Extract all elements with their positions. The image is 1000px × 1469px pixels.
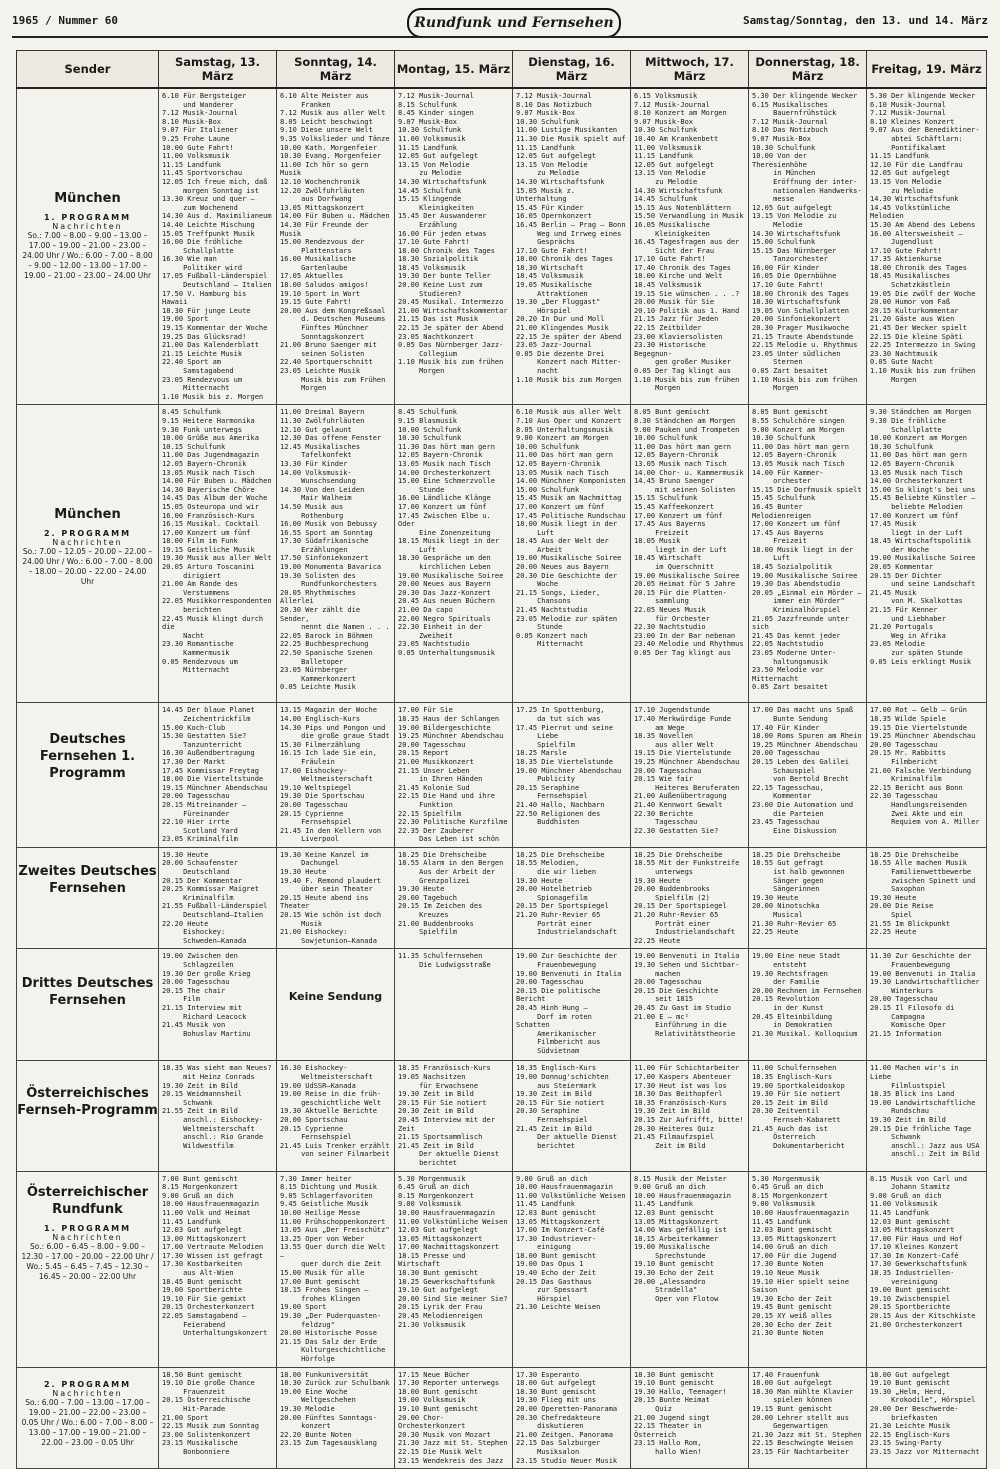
program-listing: 19.00 Eine neue Stadt entsteht 19.30 Rechtsfragen der Familie 20.00 Rechnen im Fernsehen 20.15 Revolution in der Kunst 20.45 Elteinbildung in Demokratien 21.30 Musikal. Kolloquium [752, 952, 862, 1038]
day-cell [631, 949, 749, 1061]
sender-name: München [54, 507, 121, 523]
column-header: Dienstag, 16. März [513, 51, 631, 89]
program-listing: 6.10 Alte Meister aus Franken 7.12 Musik aus aller Welt 8.05 Leicht beschwingt 9.10 Diese unsere Welt 9.35 Volkslieder und Tänze 10.00 Kath. Morgenfeier 10.30 Evang. Morgenfeier 11.00 Ich hör so gern Musik 12.10 Wochenchronik 12.20 Zwölfuhrläuten aus Dorfwang 13.05 Mittagskonzert 14.00 Für Buben u. Mädchen 14.30 Für Freunde der Musik 15.00 Rendezvous der Plattenstars 16.00 Musikalische Gartenlaube 17.05 Aktuelles 18.00 Saludos amigos! 19.10 Sport in Wort 19.15 Gute Fahrt! 20.00 Aus dem Kongreßsaal d. Deutschen Museums Fünftes Münchner Sonntagskonzert 21.00 Bruno Saenger mit seinen Solisten 22.40 Sportquerschnitt 23.05 Leichte Musik Musik bis zum Frühen Morgen [280, 92, 390, 393]
sender-cell [17, 1367, 159, 1469]
day-cell [395, 703, 513, 848]
program-listing: Keine Sendung [288, 990, 383, 1004]
program-listing: 11.35 Schulfernsehen Die Ludwigsstraße [398, 952, 491, 969]
program-listing: 19.00 Zur Geschichte der Frauenbewegung 19.00 Benvenuti in Italia 20.00 Tagesschau 20.15 Die politische Bericht 20.45 Hinh Hung – Dorf im roten Schatten Amerikanischer Filmbericht aus Südvietnam [516, 952, 622, 1055]
program-row [17, 949, 987, 1061]
column-header: Mittwoch, 17. März [631, 51, 749, 89]
program-listing: 16.30 Eishockey- Weltmeisterschaft 19.00 UdSSR–Kanada 19.00 Reise in die früh- geschichtliche Welt 19.30 Aktuelle Berichte 20.00 Sportschau 20.15 Cyprienne Fernsehspiel 21.45 Luis Trenker erzählt von seiner Filmarbeit [280, 1064, 390, 1159]
day-cell [277, 847, 395, 949]
day-cell [159, 405, 277, 703]
day-cell [159, 949, 277, 1061]
sender-name: München [54, 191, 121, 206]
program-listing: 18.25 Die Drehscheibe 18.55 Mit der Funkstreife unterwegs 19.30 Heute 20.00 Buddenbrooks Spielfilm (2) 20.15 Der Sportspiegel 21.20 Ruhr-Revier 65 Porträt einer Industrielandschaft 22.25 Heute [634, 850, 740, 945]
program-listing: 18.30 Bunt gemischt 19.10 Bunt gemischt 19.30 Hallo, Teenager! 20.15 Bunte Heimat Quiz 21.00 Jugend singt 22.15 Theater in Österreich 23.15 Hallo Rom, hallo Wien! [634, 1370, 727, 1456]
program-row [17, 1061, 987, 1171]
sender-cell [17, 88, 159, 405]
program-listing: 5.30 Der klingende Wecker 6.10 Musik-Journal 7.12 Musik-Journal 8.10 Kleines Konzert 9.07 Aus der Benediktiner- abtei Schäftlarn: Pontifikalamt 11.15 Landfunk 12.10 Für die Landfrau 12.05 Gut aufgelegt 13.15 Von Melodie zu Melodie 14.30 Wirtschaftsfunk 14.45 Volkstümliche Melodien 15.30 Am Abend des Lebens 16.00 Altersweisheit – Jugendlust 17.10 Gute Fahrt! 17.35 Aktienkurse 18.00 Chronik des Tages 18.45 Musikalisches Schatzkästlein 19.05 Die zwölf der Woche 20.00 Humor vom Faß 20.15 Kulturkommentar 21.20 Gäste aus Wien 21.45 Der Wecker spielt 22.15 Die kleine Späti 22.25 Intermezzo in Swing 23.30 Nachtmusik 0.05 Gute Nacht 1.10 Musik bis zum frühen Morgen [870, 92, 980, 384]
program-listing: 8.45 Schulfunk 9.15 Blasmusik 10.00 Schulfunk 10.30 Schulfunk 11.30 Das hört man gern 12.05 Bayern-Chronik 13.05 Musik nach Tisch 14.00 Orchesterkonzert 15.00 Eine Schmerzvolle Stunde 16.00 Ländliche Klänge 17.00 Konzert um fünf 17.45 Zwischen Elbe u. Oder Eine Zonenzeitung 18.15 Musik liegt in der Luft 18.30 Gespräche um den kirchlichen Leben 19.00 Musikalische Soiree 20.00 Neues aus Bayern 20.30 Das Jazz-Konzert 20.45 Aus neuen Büchern 21.00 Da capo 22.00 Negro Spirituals 22.30 Einheit in der Zweiheit 23.05 Nachtstudio 0.05 Unterhaltungsmusik [398, 408, 504, 657]
program-listing: 11.00 Schulfernsehen 18.35 Englisch-Kurs 19.00 Sportkaleidoskop 19.30 Für Sie notiert 20.15 Zeit im Bild 20.30 Zeitventil Fernseh-Kabarett 21.45 Auch das ist Österreich Dokumentarbericht [752, 1064, 845, 1150]
day-cell [159, 1367, 277, 1469]
program-listing: 11.30 Zur Geschichte der Frauenbewegung 19.00 Benvenuti in Italia 19.30 Landwirtschaftlicher Winterkurs 20.00 Tagesschau 20.15 Il Filosofo di Campagna Komische Oper 21.15 Information [870, 952, 980, 1038]
day-cell [395, 1061, 513, 1171]
day-cell [749, 88, 867, 405]
sender-prog: 1. PROGRAMM [43, 213, 132, 222]
program-listing: 18.35 Englisch-Kurs 19.00 Donnug'schichten aus Steiermark 19.30 Zeit im Bild 20.15 Für Sie notiert 20.30 Seraphine Fernsehspiel 21.45 Zeit im Bild Der aktuelle Dienst berichtet [516, 1064, 618, 1150]
program-listing: 18.50 Bunt gemischt 19.10 Die große Chance Frauenzeit 20.15 Österreichische Hit-Parade 21.00 Sport 22.15 Musik zum Sonntag 23.00 Solistenkonzert 23.15 Musikalische Bonbonniere [162, 1370, 259, 1456]
program-listing: 5.30 Der klingende Wecker 6.15 Musikalisches Bauernfrühstück 7.12 Musik-Journal 8.10 Das Notizbuch 9.07 Musik-Box 10.30 Schulfunk 10.00 Von der Theresienhöhe in München Eröffnung der inter- nationalen Handwerks- messe 12.05 Gut aufgelegt 13.15 Von Melodie zu Melodie 14.30 Wirtschaftsfunk 15.00 Schulfunk 15.15 Das Nürnberger Tanzorchester 16.00 Für Kinder 16.05 Die Opernbühne 17.10 Gute Fahrt! 18.00 Chronik des Tages 18.30 Wirtschaftsfunk 19.05 Von Schallplatten 20.00 Sinfoniekonzert 20.30 Prager Musikwoche 21.15 Traute Abendstunde 22.15 Melodie u. Rhythmus 23.05 Unter südlichen Sternen 0.05 Zart besaitet 1.10 Musik bis zum frühen Morgen [752, 92, 862, 393]
sender-cell [17, 847, 159, 949]
program-listing: 18.00 Funkuniversität 18.30 Zurück zur Schulbank 19.00 Eine Woche Weltgeschehen 19.30 Melodie 20.00 Fünftes Sonntags- konzert 22.20 Bunte Noten 23.15 Zum Tagesausklang [280, 1370, 390, 1448]
program-listing: 19.30 Keine Kanzel im Dachungel 19.30 Heute 19.40 F. Remond plaudert über sein Theater 20.15 Heute abend ins Theater 20.15 Wie schön ist doch Musik 21.00 Eishockey: Sowjetunion–Kanada [280, 850, 382, 945]
day-cell [513, 949, 631, 1061]
day-cell [513, 405, 631, 703]
sender-name: Österreichischer Rundfunk [26, 1184, 149, 1217]
program-listing: 8.05 Bunt gemischt 8.55 Schulchöre singen 9.00 Konzert am Morgen 10.30 Schulfunk 11.00 Das hört man gern 12.05 Bayern-Chronik 13.05 Musik nach Tisch 14.00 Für Kammer- orchester 15.15 Die Dorfmusik spielt 15.45 Schulfunk 16.45 Bunter Melodienreigen 17.00 Konzert um fünf 17.45 Aus Bayerns Freizeit 18.00 Musik liegt in der Luft 18.45 Sozialpolitik 19.00 Musikalische Soiree 19.30 Das Abendstudio 20.05 „Einmal ein Mörder – immer ein Mörder" Kriminalhörspiel 21.05 Jazzfreunde unter sich 21.45 Das kennt jeder 22.05 Nachtstudio 23.05 Moderne Unter- haltungsmusik 23.50 Melodie vor Mitternacht 0.05 Zart besaitet [752, 408, 862, 692]
program-row [17, 405, 987, 703]
column-header: Montag, 15. März [395, 51, 513, 89]
program-listing: 5.30 Morgenmusik 6.45 Gruß an dich 8.15 Morgenkonzert 9.00 Volksmusik 10.00 Hausfrauenmagazin 11.45 Landfunk 12.03 Bunt gemischt 13.05 Mittagskonzert 14.00 Gruß an dich 17.00 Für die Jugend 17.30 Bunte Noten 19.10 Neue Musik 19.10 Hier spielt seine Saison 19.30 Echo der Zeit 19.45 Bunt gemischt 20.15 XY weiß alles 20.30 Echo der Zeit 21.30 Bunte Noten [752, 1174, 849, 1338]
program-listing: 7.12 Musik-Journal 8.15 Schulfunk 8.45 Kinder singen 9.07 Musik-Box 10.30 Schulfunk 11.00 Volksmusik 11.15 Landfunk 12.05 Gut aufgelegt 13.15 Von Melodie zu Melodie 14.30 Wirtschaftsfunk 14.45 Schulfunk 15.15 Klingende Kleinigkeiten 15.45 Der Auswanderer Erzählung 16.00 Für jeden etwas 17.10 Gute Fahrt! 18.00 Chronik des Tages 18.30 Sozialpolitik 18.45 Volksmusik 19.30 Der bunte Teller 20.00 Keine Lust zum Studieren? 20.45 Musikal. Intermezzo 21.00 Wirtschaftskommentar 21.15 Das ist Musik 22.15 Je später der Abend 23.05 Nachtkonzert 0.05 Das Nürnberger Jazz- Collegium 1.10 Musik bis zum frühen Morgen [398, 92, 508, 375]
program-listing: 18.25 Die Drehscheibe 18.55 Alarm in den Bergen Aus der Arbeit der Grenzpolizei 19.30 Heute 20.00 Tagebuch 20.15 Im Zeichen des Kreuzes 21.00 Buddenbrooks Spielfilm [398, 850, 504, 937]
program-listing: 6.10 Musik aus aller Welt 7.10 Aus Oper und Konzert 8.05 Unterhaltungsmusik 9.00 Konzert am Morgen 10.00 Schulfunk 11.00 Das hört man gern 12.05 Bayern-Chronik 13.05 Musik nach Tisch 14.00 Münchner Komponisten 15.00 Schulfunk 15.45 Musik am Nachmittag 17.00 Konzert um fünf 17.45 Politische Rundschau 18.00 Musik liegt in der Luft 18.45 Aus der Welt der Arbeit 19.00 Musikalische Soiree 20.00 Neues aus Bayern 20.30 Die Geschichte der Woche 21.15 Songs, Lieder, Chansons 21.45 Nachtstudio 23.05 Melodie zur späten Stunde 0.05 Konzert nach Mitternacht [516, 408, 626, 649]
day-cell [749, 1171, 867, 1367]
day-cell [159, 703, 277, 848]
sender-name: Österreichisches Fernseh-Programm [17, 1086, 158, 1119]
program-listing: 18.35 Was sieht man Neues? mit Heinz Conrads 19.30 Zeit im Bild 20.15 Weidmannsheil Schwank 21.55 Zeit im Bild anschl.: Eishockey- Weltmeisterschaft anschl.: Rio Grande Wildwestfilm [162, 1064, 272, 1150]
issue-date: Samstag/Sonntag, den 13. und 14. März [742, 14, 988, 27]
column-header: Sender [17, 51, 159, 89]
day-cell [749, 703, 867, 848]
day-cell [867, 88, 987, 405]
program-listing: 5.30 Morgenmusik 6.45 Gruß an dich 8.15 Morgenkonzert 9.00 Volksmusik 10.00 Hausfrauenmagazin 11.00 Volkstümliche Weisen 12.03 Gut aufgelegt 13.05 Mittagskonzert 17.00 Nachmittagskonzert 18.15 Presse und Wirtschaft 18.30 Bunt gemischt 18.25 Gewerkschaftsfunk 19.10 Gut aufgelegt 20.00 Sind Sie meiner Sie? 20.15 Lyrik der Frau 20.45 Melodienreigen 21.30 Volksmusik [398, 1174, 508, 1329]
program-listing: 11.00 Dreimal Bayern 11.30 Zwölfuhrläuten 12.10 Gut gelaunt 12.30 Das offene Fenster 12.45 Musikalisches Tafelkonfekt 13.30 Für Kinder 14.00 Volksmusik- Wunschsendung 14.30 Von den Leiden Mair Walheim 14.50 Musik aus Rothenburg 16.00 Musik von Debussy 16.55 Sport am Sonntag 17.30 Südafrikanische Erzählungen 17.50 Sinfoniekonzert 19.00 Monumenta Bavarica 19.30 Solisten des Rundfunkorchesters 20.05 Rhythmisches Allerlei 20.30 Wer zählt die Sender, nennt die Namen . . . 22.05 Barock in Böhmen 22.25 Buchbesprechung 22.50 Spanische Szenen Balletoper 23.05 Nürnberger Kammerkonzert 0.05 Leichte Musik [280, 408, 390, 692]
program-row [17, 703, 987, 848]
day-cell [867, 1367, 987, 1469]
sender-cell [17, 703, 159, 848]
day-cell [159, 847, 277, 949]
program-listing: 19.00 Benvenuti in Italia 19.30 Sehen und Sichtbar- machen 20.00 Tagesschau 20.15 Die Geschichte seit 1815 20.45 Zu Gast im Studio 21.00 E – mc² Einführung in die Relativitätstheorie [634, 952, 740, 1038]
sender-nach: Nachrichten [52, 1232, 123, 1242]
sender-name: Zweites Deutsches Fernsehen [18, 863, 157, 896]
sender-nach: Nachrichten [52, 1388, 123, 1398]
day-cell [631, 405, 749, 703]
program-listing: 17.10 Jugendstunde 17.40 Merkwürdige Funde am Wege 18.35 Novellen aus aller Welt 19.15 Die Viertelstunde 19.25 Münchner Abendschau 20.00 Tagesschau 20.15 Wie fair Heiteres Beruferaten 21.00 Außenübertragung 21.40 Kennwort Gewalt 22.30 Berichte Tagesschau 22.30 Gestatten Sie? [634, 706, 740, 835]
day-cell [513, 847, 631, 949]
day-cell [867, 847, 987, 949]
section-title: Rundfunk und Fernsehen [407, 8, 621, 38]
sender-cell [17, 1171, 159, 1367]
program-listing: 18.00 Gut aufgelegt 19.10 Bunt gemischt 19.30 „Helm, Herd, Krokodile", Hörspiel 20.00 Der Beschwerde- briefkasten 21.30 Leichte Musik 22.15 Englisch-Kurs 23.15 Swing-Party 23.15 Jazz vor Mitternacht [870, 1370, 980, 1456]
program-listing: 18.35 Französisch-Kurs 19.05 Nachsitzen für Erwachsene 19.30 Zeit im Bild 20.15 Für Sie notiert 20.30 Zeit im Bild 20.45 Interview mit der Zeit 21.15 Sportsammlisch 21.45 Zeit im Bild Der aktuelle Dienst berichtet [398, 1064, 500, 1167]
day-cell [277, 1367, 395, 1469]
program-listing: 19.30 Heute 20.00 Schaufenster Deutschland 20.15 Der Kommentar 20.25 Kommissar Maigret Kriminalfilm 21.55 Fußball-Länderspiel Deutschland–Italien 22.20 Heute Eishockey: Schweden–Kanada [162, 850, 268, 945]
day-cell [159, 88, 277, 405]
day-cell [867, 1061, 987, 1171]
day-cell [749, 847, 867, 949]
day-cell [395, 88, 513, 405]
sender-prog: 2. PROGRAMM [43, 1379, 132, 1389]
day-cell [395, 847, 513, 949]
sender-prog: 1. PROGRAMM [43, 1223, 132, 1233]
day-cell [513, 703, 631, 848]
program-listing: 7.30 Immer heiter 8.15 Dichtung und Musik 9.05 Schlagerfavoriten 9.45 Geistliche Musik 10.00 Heilige Messe 11.00 Frühschoppenkonzert 13.05 Aus „Der Freischütz" 13.25 Oper von Weber 13.55 Quer durch die Welt – quer durch die Zeit 15.00 Musik für alle 17.00 Bunt gemischt 18.15 Frohes Singen – frohes Klingen 19.00 Sport 19.30 „Der Puderquasten- feldzug" 20.00 Historische Posse 21.15 Das Salz der Erde Kulturgeschichtliche Hörfolge [280, 1174, 390, 1363]
sender-times: So.: 7.00 – 12.05 – 20.00 – 22.00 – 24.00 Uhr / Wo.: 6.00 – 7.00 – 8.00 – 18.00 – 20.00 – 22.00 – 24.00 Uhr [22, 547, 153, 587]
column-header: Sonntag, 14. März [277, 51, 395, 89]
day-cell [867, 949, 987, 1061]
day-cell [277, 703, 395, 848]
program-row [17, 847, 987, 949]
day-cell [631, 703, 749, 848]
day-cell [631, 847, 749, 949]
sender-times: So.: 7.00 – 8.00 – 9.00 – 13.00 – 17.00 – 19.00 – 21.00 – 23.00 – 24.00 Uhr / Wo.: 6.00 – 7.00 – 8.00 – 9.00 – 12.00 – 13.00 – 17.00 – 19.00 – 21.00 – 23.00 – 24.00 Uhr [22, 231, 153, 280]
program-listing: 8.05 Bunt gemischt 8.30 Ständchen am Morgen 9.00 Pauken und Trompeten 10.00 Schulfunk 11.00 Das hört man gern 12.05 Bayern-Chronik 13.05 Musik nach Tisch 14.00 Chor- u. Kammermusik 14.45 Bruno Saenger mit seinen Solisten 15.15 Schulfunk 15.45 Kaffeekonzert 17.00 Konzert um fünf 17.45 Aus Bayerns Freizeit 18.05 Musik liegt in der Luft 18.45 Wirtschaft im Querschnitt 19.00 Musikalische Soiree 20.05 Heimat für 5 Jahre 20.15 Für die Platten- sammlung 22.05 Neues Musik für Orchester 22.30 Nachtstudio 23.00 In der Bar nebenan 23.40 Melodie und Rhythmus 0.05 Der Tag klingt aus [634, 408, 744, 657]
day-cell [159, 1061, 277, 1171]
sender-nach: Nachrichten [52, 538, 123, 548]
issue-number: 1965 / Nummer 60 [12, 14, 118, 27]
program-listing: 11.00 Machen wir's in Liebe Filmlustspiel 18.35 Blick ins Land 19.00 Landwirtschaftliche Rundschau 19.30 Zeit im Bild 20.15 Die fröhliche Tage Schwank anschl.: Jazz aus USA anschl.: Zeit im Bild [870, 1064, 980, 1159]
day-cell [395, 1171, 513, 1367]
day-cell [867, 1171, 987, 1367]
program-listing: 8.15 Musik von Carl und Johann Stamitz 9.00 Gruß an dich 11.00 Volksmusik 11.45 Landfunk 12.03 Bunt gemischt 13.05 Mittagskonzert 17.00 Für Haus und Hof 17.10 Kleines Konzert 17.30 Im Konzert-Café 17.30 Gewerkschaftsfunk 18.35 Industriellen- vereinigung 19.00 Bunt gemischt 19.10 Zwischenspiel 20.15 Sportberichte 20.15 Aus der Kitschkiste 21.00 Orchesterkonzert [870, 1174, 976, 1329]
program-listing: 18.25 Die Drehscheibe 18.55 Alle machen Musik Familienwettbewerbe zwischen Spinett und Saxophon 19.30 Heute 20.00 Die Reise Spiel 21.55 Im Blickpunkt 22.25 Heute [870, 850, 976, 937]
day-cell [867, 405, 987, 703]
sender-nach: Nachrichten [52, 222, 123, 231]
sender-cell [17, 949, 159, 1061]
program-listing: 18.25 Die Drehscheibe 18.55 Melodien, die wir lieben 19.30 Heute 20.00 Hotelbetrieb Spionagefilm 20.15 Der Sportspiegel 21.20 Ruhr-Revier 65 Porträt einer Industrielandschaft [516, 850, 618, 937]
program-listing: 9.30 Ständchen am Morgen 9.30 Die fröhliche Schallplatte 10.00 Konzert am Morgen 10.30 Schulfunk 11.00 Das hört man gern 12.05 Bayern-Chronik 13.05 Musik nach Tisch 14.00 Orchesterkonzert 15.00 So klingt's bei uns 15.45 Beliebte Künstler – beliebte Melodien 17.00 Konzert um fünf 17.45 Musik liegt in der Luft 18.45 Wirtschaftspolitik der Woche 19.00 Musikalische Soiree 20.05 Kommentar 20.15 Der Dichter und seine Landschaft 21.45 Musik von M. Skalkottas 21.15 Für Kenner und Liebhaber 21.20 Portugals Weg in Afrika 23.05 Melodie zur späten Stunde 0.05 Leis erklingt Musik [870, 408, 976, 666]
day-cell [749, 949, 867, 1061]
day-cell [631, 1061, 749, 1171]
day-cell [513, 1061, 631, 1171]
program-row [17, 1367, 987, 1469]
program-listing: 11.00 Für Schichtarbeiter 17.00 Kaspers Abenteuer 17.30 Heut ist was los 18.30 Das Beithopferl 18.35 Französisch-Kurs 19.30 Zeit im Bild 20.15 Zur Aufrifft, bitte! 20.30 Heiteres Quiz 21.45 Filmaufzspiel Zeit im Bild [634, 1064, 744, 1150]
program-listing: 17.30 Esperanto 18.00 Gut aufgelegt 18.30 Bunt gemischt 19.30 Flieg mit uns 20.00 Operetten-Panorama 20.30 Chefredakteure diskutieren 21.00 Zeitgen. Panorama 22.15 Das Salzburger Musiksalon 23.15 Studio Neuer Musik [516, 1370, 618, 1465]
program-listing: 14.45 Der blaue Planet Zeichentrickfilm 15.00 Koch-Club 15.30 Gestatten Sie? Tanzunterricht 16.30 Außendbertragung 17.30 Der Markt 17.45 Kommissar Freytag 18.00 Die Vierteltstunde 19.15 Münchner Abendschau 20.00 Tagesschau 20.15 Mitreinander – Füreinander 22.10 Hier irrte Scotland Yard 23.05 Kriminalfilm [162, 706, 268, 844]
sender-cell [17, 405, 159, 703]
program-listing: 6.15 Volksmusik 7.12 Musik-Journal 8.10 Konzert am Morgen 9.07 Musik-Box 10.30 Schulfunk 10.40 Am Krankenbett 11.00 Volksmusik 11.15 Landfunk 12.05 Gut aufgelegt 13.15 Von Melodie zu Melodie 14.30 Wirtschaftsfunk 14.45 Schulfunk 15.15 Aus Notenblättern 15.50 Verwandlung in Musik 16.05 Musikalische Kleinigkeiten 16.45 Tagesfragen aus der Sicht der Frau 17.10 Gute Fahrt! 17.40 Chronik des Tages 18.00 Kirche und Welt 18.45 Volksmusik 19.15 Sie wünschen . . .? 20.00 Musik für Sie 20.10 Politik aus 1. Hand 21.15 Jazz für Jeden 22.15 Zeitbilder 23.00 Klaviersolisten 23.30 Historische Begegnun- gen großer Musiker 0.05 Der Tag klingt aus 1.10 Musik bis zum frühen Morgen [634, 92, 744, 393]
program-listing: 17.00 Das macht uns Spaß Bunte Sendung 17.40 Für Kinder 18.00 Roms Spuren am Rhein 19.25 Münchner Abendschau 20.00 Tagesschau 20.15 Leben des Galilei Schauspiel von Bertold Brecht 22.15 Tagesschau, Kommentar 23.00 Die Automation und die Parteien 23.45 Tagesschau Eine Diskussion [752, 706, 862, 835]
header-row [17, 51, 987, 89]
day-cell [631, 88, 749, 405]
day-cell [277, 88, 395, 405]
sender-times: So.: 6.00 – 7.00 – 13.00 – 17.00 – 19.00 – 21.00 – 22.00 – 23.00 – 0.05 Uhr / Wo.: 6.00 – 7.00 – 8.00 – 13.00 – 17.00 – 19.00 – 21.00 – 22.00 – 23.00 – 0.05 Uhr [21, 1397, 154, 1447]
program-listing: 8.15 Musik der Meister 9.00 Gruß an dich 10.00 Hausfrauenmagazin 11.45 Landfunk 12.03 Bunt gemischt 13.05 Mittagskonzert 14.00 Was gefällig ist 18.15 Arbeiterkammer 19.00 Musikalische Sprechstunde 19.10 Bunt gemischt 19.30 Echo der Zeit 20.00 „Alessandro Stradella" Oper von Flotow [634, 1174, 731, 1303]
program-listing: 6.10 Für Bergsteiger und Wanderer 7.12 Musik-Journal 8.10 Musik-Box 9.07 Für Italiener 9.25 Frohe Laune 10.00 Gute Fahrt! 11.00 Volksmusik 11.15 Landfunk 11.45 Sportvorschau 12.05 Ich freue mich, daß morgen Sonntag ist 13.30 Kreuz und quer – zum Wochenend 14.30 Aus d. Maximilianeum 14.40 Leichte Mischung 15.05 Treffpunkt Musik 16.00 Die fröhliche Schallplatte 16.30 Wie man Politiker wird 17.05 Fußball-Länderspiel Deutschland – Italien 17.50 V. Hamburg bis Hawaii 18.30 Für junge Leute 19.00 Sport 19.15 Kommentar der Woche 19.25 Das Glücksrad! 21.00 Das Kalenderblatt 21.15 Leichte Musik 22.40 Sport am Samstagabend 23.05 Rendezvous um Mitternacht 1.10 Musik bis z. Morgen [162, 92, 272, 401]
day-cell [513, 88, 631, 405]
day-cell [277, 405, 395, 703]
day-cell [395, 949, 513, 1061]
program-listing: 17.25 In Spottenburg, da tut sich was 17.45 Pierrot und seine Liebe Spielfilm 18.25 Marsle 18.35 Die Viertelstunde 19.00 Münchner Abendschau Publicity 20.15 Seraphine Fernsehspiel 21.40 Hallo, Nachbarn 22.50 Religionen des Buddhisten [516, 706, 622, 827]
program-listing: 7.12 Musik-Journal 8.10 Das Notizbuch 9.07 Musik-Box 10.30 Schulfunk 11.00 Lustige Musikanten 11.30 Die Musik spielt auf 11.15 Landfunk 12.05 Gut aufgelegt 13.15 Von Melodie zu Melodie 14.30 Wirtschaftsfunk 15.05 Musik z. Unterhaltung 15.45 Für Kinder 16.05 Opernkonzert 16.45 Berlin – Prag – Bonn Weg und Irrweg eines Gesprächs 17.10 Gute Fahrt! 18.00 Chronik des Tages 18.30 Wirtschaft 18.45 Volksmusik 19.05 Musikalische Attraktionen 19.30 „Der Fluggast" Hörspiel 20.20 In Dur und Moll 21.00 Klingendes Musik 22.15 Je später der Abend 23.05 Jazz-Journal 0.05 Die dezente Drei Konzert nach Mitter- nacht 1.10 Musik bis zum Morgen [516, 92, 626, 384]
sender-name: Deutsches Fernsehen 1. Programm [39, 731, 136, 781]
day-cell [159, 1171, 277, 1367]
sender-name: Drittes Deutsches Fernsehen [21, 976, 154, 1009]
day-cell [395, 1367, 513, 1469]
sender-times: So.: 6.00 – 6.45 – 8.00 – 9.00 – 12.30 – 17.00 – 20.00 – 22.00 Uhr / Wo.: 5.45 – 6.45 – 7.45 – 12.30 – 16.45 – 20.00 – 22.00 Uhr [21, 1241, 154, 1281]
day-cell [749, 1061, 867, 1171]
day-cell [867, 703, 987, 848]
program-row [17, 1171, 987, 1367]
program-listing: 7.00 Bunt gemischt 8.15 Morgenkonzert 9.00 Gruß an dich 10.00 Hausfrauenmagazin 11.00 Volk und Heimat 11.45 Landfunk 12.03 Gut aufgelegt 13.00 Mittagskonzert 17.00 Vertraute Melodien 17.30 Wissen ist gefragt 17.30 Kostbarkeiten aus Alt-Wien 18.45 Bunt gemischt 19.00 Sportberichte 19.10 Für Sie gemixt 20.15 Orchesterkonzert 22.05 Samstagabend – Feierabend Unterhaltungskonzert [162, 1174, 268, 1338]
program-listing: 17.40 Frauenfunk 18.00 Gut aufgelegt 18.30 Man mühlte Klavier spielen können 19.15 Bunt gemischt 20.00 Lehrer stellt aus Gegenwartigen 21.30 Jazz mit St. Stephen 22.15 Beschwingte Weisen 23.15 Für Nachtarbeiter [752, 1370, 862, 1456]
program-table [16, 50, 987, 1469]
program-listing: 17.00 Für Sie 18.35 Haus der Schlangen 19.00 Bildergeschichte 19.25 Münchner Abendschau 20.00 Tagesschau 20.15 Report 21.00 Musikkonzert 21.15 Unser Leben in Ihren Händen 21.45 Kolonie Sud 22.15 Die Hand und ihre Funktion 22.15 Spielfilm 22.30 Politische Kurzfilme 22.35 Der Zauberer Das Leben ist schön [398, 706, 508, 844]
day-cell [513, 1367, 631, 1469]
sender-prog: 2. PROGRAMM [43, 529, 132, 539]
column-header: Freitag, 19. März [867, 51, 987, 89]
program-listing: 8.45 Schulfunk 9.15 Heitere Harmonika 9.30 Funk unterwegs 10.00 Grüße aus Amerika 10.15 Schulfunk 11.00 Das Jugendmagazin 12.05 Bayern-Chronik 13.05 Musik nach Tisch 14.00 Für Buben u. Mädchen 14.30 Bayerische Chöre 14.45 Das Album der Woche 15.05 Osteuropa und wir 16.00 Französisch-Kurs 16.15 Musikal. Cocktail 17.00 Konzert um fünf 18.00 Film im Funk 19.15 Geistliche Musik 19.30 Musik aus aller Welt 20.05 Arturo Toscanini dirigiert 21.00 Am Rande des Verstummens 22.05 Musikkorrespondenten berichten 22.45 Musik klingt durch die Nacht 23.30 Romantische Kammermusik 0.05 Rendezvous um Mitternacht [162, 408, 272, 675]
column-header: Donnerstag, 18. März [749, 51, 867, 89]
day-cell [277, 1061, 395, 1171]
day-cell [749, 1367, 867, 1469]
program-row [17, 88, 987, 405]
day-cell [277, 949, 395, 1061]
day-cell [395, 405, 513, 703]
program-listing: 17.00 Rot – Gelb – Grün 18.35 Wilde Spiele 19.15 Die Viertelstunde 19.25 Münchner Abendschau 20.00 Tagesschau 20.15 Mr. Rabbitts Filmbericht 21.00 Falsche Verbindung Kriminalfilm 22.15 Bericht aus Bonn 22.30 Tagesschau Handlungsreisenden Zwei Akte und ein Requiem von A. Miller [870, 706, 980, 827]
sender-cell [17, 1061, 159, 1171]
day-cell [631, 1171, 749, 1367]
program-listing: 18.25 Die Drehscheibe 18.55 Gut gefragt ist halb gewonnen Sänger gegen Sängerinnen 19.30 Heute 20.00 Ninotschka Musical 21.30 Ruhr-Revier 65 22.25 Heute [752, 850, 845, 937]
program-listing: 9.00 Gruß an dich 10.00 Hausfrauenmagazin 11.00 Volkstümliche Weisen 11.45 Landfunk 12.03 Bunt gemischt 13.05 Mittagskonzert 17.00 Im Konzert-Café 17.30 Industriever- einigung 18.00 Bunt gemischt 19.00 Das Opus 1 19.40 Echo der Zeit 20.15 Das Gasthaus zur Spessart Hörspiel 21.30 Leichte Weisen [516, 1174, 626, 1312]
day-cell [277, 1171, 395, 1367]
day-cell [749, 405, 867, 703]
day-cell [631, 1367, 749, 1469]
program-listing: 17.15 Neue Bücher 17.30 Reporter unterwegs 18.00 Bunt gemischt 19.00 Volksmusik 19.10 Bunt gemischt 20.00 Chor-Orchesterkonzert 20.30 Musik von Mozart 21.30 Jazz mit St. Stephen 22.15 Die Musik Welt 23.15 Wendekreis des Jazz [398, 1370, 508, 1465]
header-rule [12, 36, 988, 38]
day-cell [513, 1171, 631, 1367]
column-header: Samstag, 13. März [159, 51, 277, 89]
program-listing: 19.00 Zwischen den Schlagzeilen 19.30 Der große Krieg 20.00 Tagesschau 20.15 The chair Film 21.15 Interview mit Richard Leacock 21.45 Musik von Bohuslav Martinu [162, 952, 251, 1038]
program-listing: 13.15 Magazin der Woche 14.00 Englisch-Kurs 14.30 Pips und Pongon und die große graue Stadt 15.30 Filmerzählung 16.15 Ich lade Sie ein, Fräulein 17.00 Eishockey- Weltmeisterschaft 19.10 Weltspiegel 19.30 Die Sportschau 20.00 Tagesschau 20.15 Cyprienne Fernsehspiel 21.45 In den Kellern von Liverpool [280, 706, 390, 844]
page-header [12, 8, 988, 46]
